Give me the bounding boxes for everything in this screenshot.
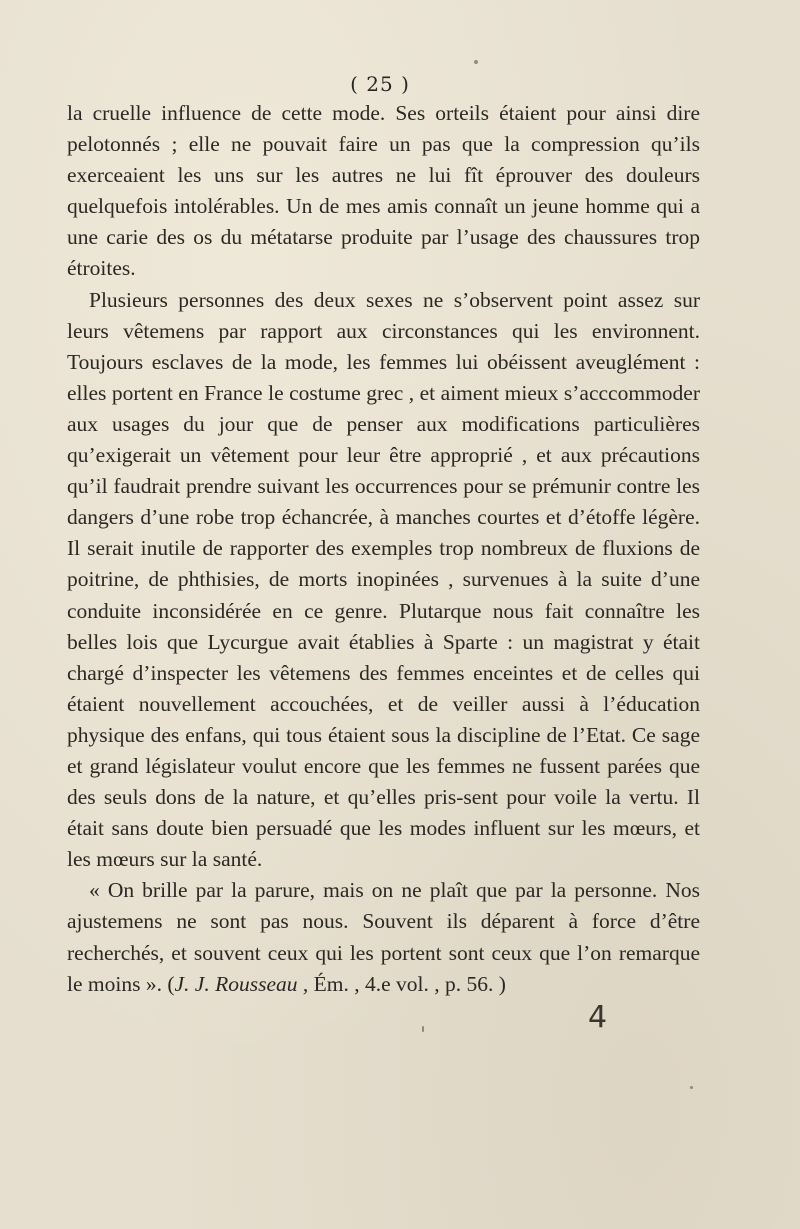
paper-speck [474,60,478,64]
paper-speck [690,1086,693,1089]
paragraph-1: la cruelle influence de cette mode. Ses orteils étaient pour ainsi dire pelotonnés ; elle ne pouvait faire un pas que la compression qu’ils exerceaient les uns sur les autres ne lui fît éprouver des douleurs quelquefois intolérables. Un de mes amis connaît un jeune homme qui a une carie des os du métatarse produite par l’usage des chaussures trop étroites. [67,101,700,281]
citation-open: ( [161,971,175,996]
body-text [67,98,700,1000]
page-number: ( 25 ) [350,72,410,96]
citation-author: J. J. Rousseau , [174,971,309,996]
paragraph-2: Plusieurs personnes des deux sexes ne s’observent point assez sur leurs vêtemens par rapport aux circonstances qui les environnent. Toujours esclaves de la mode, les femmes lui obéissent aveuglément : elles portent en France le costume grec , et aiment mieux s’acccommoder aux usages du jour que de penser aux modifications particulières qu’exigerait un vêtement pour leur être approprié , et aux précautions qu’il faudrait prendre suivant les occurrences pour se prémunir contre les dangers d’une robe trop échancrée, à manches courtes et d’étoffe légère. Il serait inutile de rapporter des exemples trop nombreux de fluxions de poitrine, de phthisies, de morts inopinées , survenues à la suite d’une conduite inconsidérée en ce genre. Plutarque nous fait connaître les belles lois que Lycurgue avait établies à Sparte : un magistrat y était chargé d’inspecter les vêtemens des femmes enceintes et de celles qui étaient nouvellement accouchées, et de veiller aussi à l’éducation physique des enfans, qui tous étaient sous la discipline de l’Etat. Ce sage et grand législateur voulut encore que les femmes ne fussent parées que des seuls dons de la nature, et qu’elles pris-sent pour voile la vertu. Il était sans doute bien persuadé que les modes influent sur les mœurs, et les mœurs sur la santé. [67,287,700,872]
citation-rest: Ém. , 4.e vol. , p. 56. ) [308,971,506,996]
quote-text: « On brille par la parure, mais on ne plaît que par la personne. Nos ajustemens ne sont pas nous. Souvent ils déparent à force d’être recherchés, et souvent ceux qui les portent sont ceux que l’on remarque le moins ». [67,878,700,996]
paragraph-3-quote [67,875,700,999]
signature-mark: 4 [588,1000,608,1035]
paper-speck [422,1026,424,1032]
